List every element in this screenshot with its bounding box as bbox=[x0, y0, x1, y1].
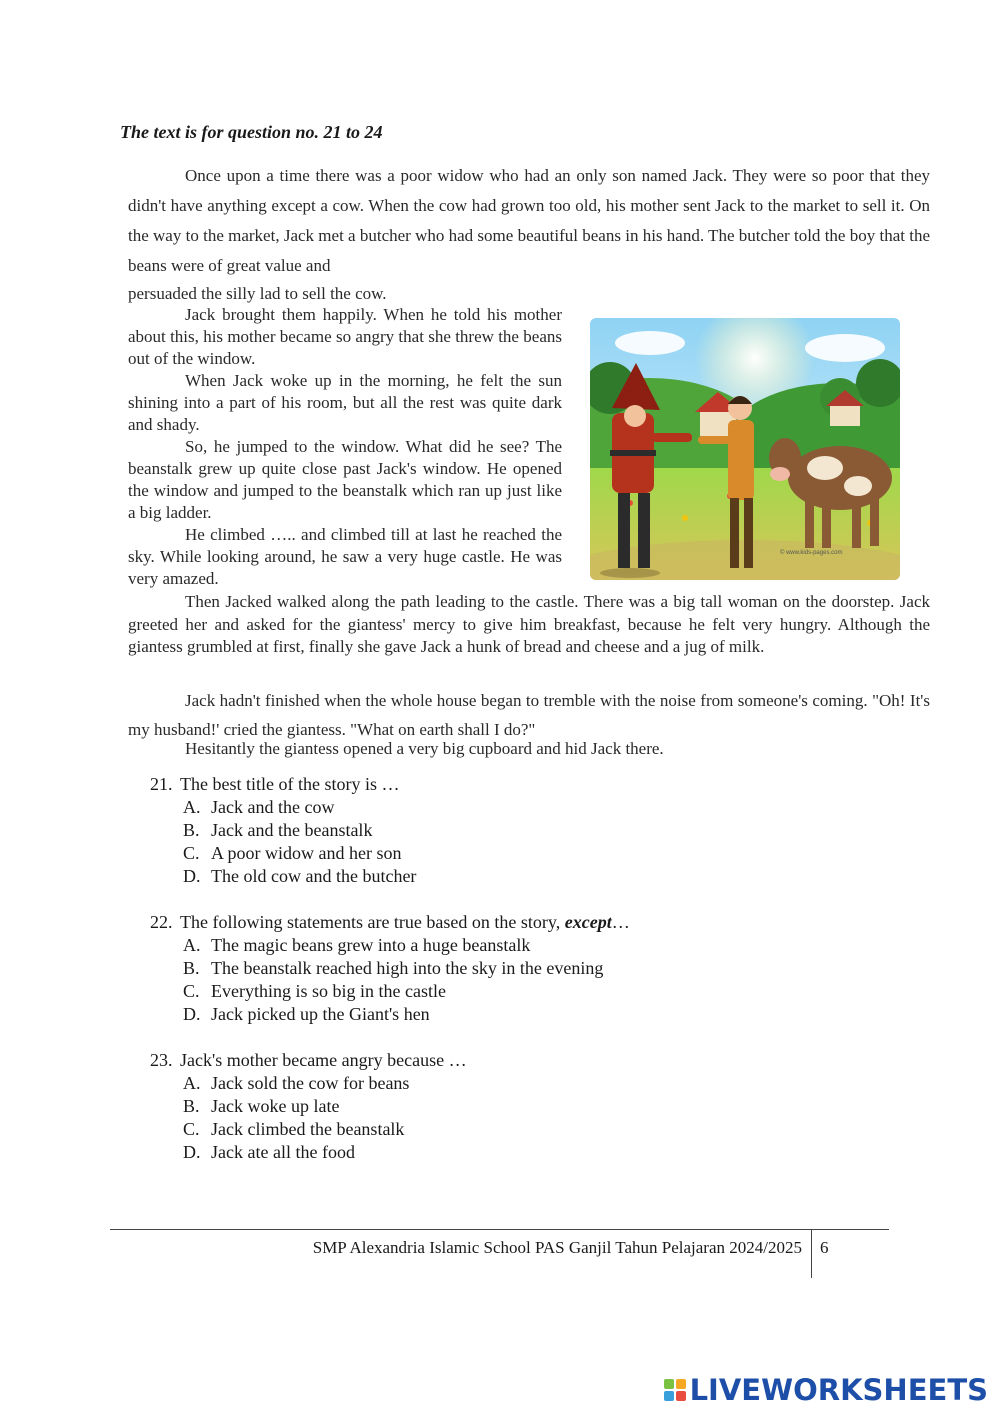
option-letter: B. bbox=[183, 820, 200, 840]
option-c[interactable] bbox=[150, 980, 850, 1003]
option-text: Jack woke up late bbox=[211, 1096, 340, 1116]
footer-divider bbox=[110, 1229, 889, 1230]
option-letter: C. bbox=[183, 981, 200, 1001]
option-d[interactable] bbox=[150, 1141, 850, 1164]
question-stem bbox=[150, 773, 850, 796]
option-text: Jack picked up the Giant's hen bbox=[211, 1004, 430, 1024]
option-d[interactable] bbox=[150, 865, 850, 888]
option-c[interactable] bbox=[150, 842, 850, 865]
story-illustration bbox=[590, 318, 900, 580]
option-b[interactable] bbox=[150, 1095, 850, 1118]
option-c[interactable] bbox=[150, 1118, 850, 1141]
story-paragraph-6: Then Jacked walked along the path leading to the castle. There was a big tall woman on the doorstep. Jack greeted her and asked for the giantess' mercy to give him breakfast, because he felt very hungry. Although the giantess grumbled at first, finally she gave Jack a hunk of bread and cheese and a jug of milk. bbox=[128, 592, 930, 656]
story-paragraph-8: Hesitantly the giantess opened a very big cupboard and hid Jack there. bbox=[185, 739, 664, 758]
footer-school: SMP Alexandria Islamic School PAS Ganjil Tahun Pelajaran 2024/2025 bbox=[312, 1238, 802, 1257]
section-heading: The text is for question no. 21 to 24 bbox=[120, 122, 383, 142]
story-paragraph-5: He climbed ….. and climbed till at last he reached the sky. While looking around, he saw a very huge castle. He was very amazed. bbox=[128, 525, 562, 588]
option-a[interactable] bbox=[150, 934, 850, 957]
option-text: Jack climbed the beanstalk bbox=[211, 1119, 405, 1139]
option-letter: D. bbox=[183, 866, 201, 886]
option-letter: C. bbox=[183, 1119, 200, 1139]
option-letter: B. bbox=[183, 958, 200, 978]
option-letter: A. bbox=[183, 797, 201, 817]
option-letter: C. bbox=[183, 843, 200, 863]
question-text: The best title of the story is … bbox=[180, 774, 400, 794]
question-text: The following statements are true based on the story, bbox=[180, 912, 565, 932]
option-d[interactable] bbox=[150, 1003, 850, 1026]
footer-page-divider bbox=[811, 1229, 812, 1278]
option-text: Jack sold the cow for beans bbox=[211, 1073, 410, 1093]
option-text: Everything is so big in the castle bbox=[211, 981, 446, 1001]
question-list bbox=[150, 773, 850, 1187]
question-emphasis: except bbox=[564, 912, 612, 932]
story-paragraph-1: Once upon a time there was a poor widow who had an only son named Jack. They were so poor that they didn't have anything except a cow. When the cow had grown too old, his mother sent Jack to the market to sell it. On the way to the market, Jack met a butcher who had some beautiful beans in his hand. The butcher told the boy that the beans were of great value and bbox=[128, 166, 930, 275]
liveworksheets-logo-icon bbox=[664, 1379, 686, 1401]
question-21 bbox=[150, 773, 850, 888]
question-ellipsis: … bbox=[611, 912, 630, 932]
option-text: A poor widow and her son bbox=[211, 843, 402, 863]
option-a[interactable] bbox=[150, 1072, 850, 1095]
question-number: 23. bbox=[150, 1050, 173, 1070]
option-letter: B. bbox=[183, 1096, 200, 1116]
liveworksheets-brand[interactable] bbox=[664, 1372, 988, 1408]
question-text: Jack's mother became angry because … bbox=[180, 1050, 467, 1070]
option-text: Jack ate all the food bbox=[211, 1142, 355, 1162]
question-stem bbox=[150, 1049, 850, 1072]
option-text: The old cow and the butcher bbox=[211, 866, 417, 886]
option-text: The beanstalk reached high into the sky in the evening bbox=[211, 958, 604, 978]
option-a[interactable] bbox=[150, 796, 850, 819]
illustration-credit: © www.kids-pages.com bbox=[780, 550, 843, 556]
option-b[interactable] bbox=[150, 819, 850, 842]
option-text: Jack and the cow bbox=[211, 797, 335, 817]
story-paragraph-4: So, he jumped to the window. What did he see? The beanstalk grew up quite close past Jack's window. He opened the window and jumped to the beanstalk which ran up just like a big ladder. bbox=[128, 437, 562, 522]
question-22 bbox=[150, 911, 850, 1026]
brand-name: LIVEWORKSHEETS bbox=[689, 1373, 988, 1407]
page-number: 6 bbox=[820, 1238, 829, 1257]
story-paragraph-1-tail: persuaded the silly lad to sell the cow. bbox=[128, 284, 387, 303]
option-text: The magic beans grew into a huge beanstalk bbox=[211, 935, 531, 955]
option-text: Jack and the beanstalk bbox=[211, 820, 373, 840]
question-number: 21. bbox=[150, 774, 173, 794]
story-paragraph-2: Jack brought them happily. When he told his mother about this, his mother became so angry that she threw the beans out of the window. bbox=[128, 305, 562, 368]
story-paragraph-3: When Jack woke up in the morning, he felt the sun shining into a part of his room, but all the rest was quite dark and shady. bbox=[128, 371, 562, 434]
option-letter: D. bbox=[183, 1142, 201, 1162]
story-paragraph-7: Jack hadn't finished when the whole house began to tremble with the noise from someone's coming. "Oh! It's my husband!' cried the giantess. "What on earth shall I do?" bbox=[128, 691, 930, 739]
option-letter: A. bbox=[183, 1073, 201, 1093]
option-b[interactable] bbox=[150, 957, 850, 980]
question-number: 22. bbox=[150, 912, 173, 932]
question-stem bbox=[150, 911, 850, 934]
story-illustration-icon bbox=[590, 318, 900, 580]
option-letter: A. bbox=[183, 935, 201, 955]
question-23 bbox=[150, 1049, 850, 1164]
option-letter: D. bbox=[183, 1004, 201, 1024]
